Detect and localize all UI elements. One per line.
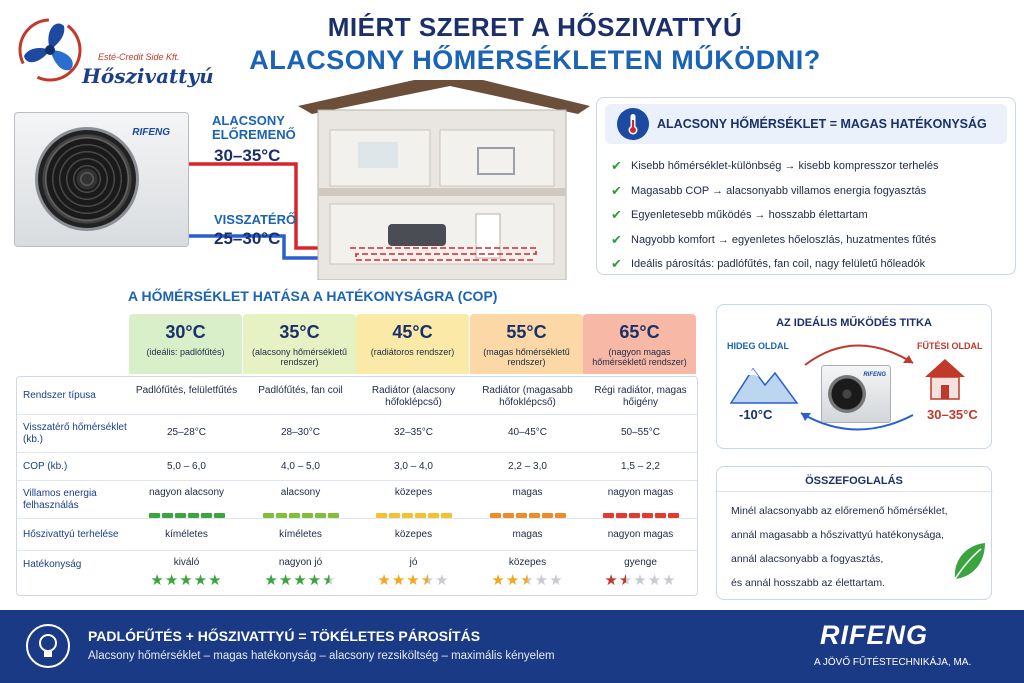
cop-table <box>16 314 698 596</box>
column-header <box>583 314 696 374</box>
benefit-text: Kisebb hőmérséklet-különbség → kisebb kompresszor terhelés <box>631 160 939 173</box>
table-cell: közepes <box>394 487 433 498</box>
door-icon <box>476 214 500 258</box>
column-header <box>356 314 469 374</box>
summary-divider <box>717 491 993 492</box>
summary-box <box>716 466 992 600</box>
summary-line: annál magasabb a hőszivattyú hatékonysága, <box>731 529 945 541</box>
energy-bar-segment <box>603 513 614 518</box>
row-label: COP (kb.) <box>23 461 68 472</box>
energy-bar-segment <box>214 513 225 518</box>
benefit-item <box>611 228 939 253</box>
star-icon: ★ <box>549 572 564 589</box>
star-icon: ★ <box>377 572 392 589</box>
benefits-box <box>596 97 1016 275</box>
table-cell: Padlófűtés, felületfűtés <box>135 385 238 396</box>
column-subtitle: (alacsony hőmérsékletű rendszer) <box>251 347 348 367</box>
table-cell: Padlófűtés, fan coil <box>258 385 343 396</box>
summary-line: annál alacsonyabb a fogyasztás, <box>731 553 884 565</box>
star-icon: ★ <box>662 572 677 589</box>
star-icon: ★ <box>179 572 194 589</box>
ideal-operation-box <box>716 304 992 449</box>
return-label: VISSZATÉRŐ <box>214 212 297 227</box>
star-icon: ★ <box>208 572 223 589</box>
star-icon: ★ <box>618 572 634 589</box>
table-cell: nagyon alacsony <box>148 487 225 498</box>
energy-bar-segment <box>490 513 501 518</box>
column-temp: 45°C <box>392 322 433 342</box>
table-cell: nagyon jó <box>278 557 323 568</box>
benefit-text: Nagyobb komfort → egyenletes hőeloszlás, huzatmentes fűtés <box>631 233 937 246</box>
row-label: Visszatérő hőmérséklet (kb.) <box>23 422 127 445</box>
table-cell: gyenge <box>624 557 657 568</box>
star-icon: ★ <box>491 572 506 589</box>
check-icon: ✔ <box>611 182 622 198</box>
energy-bar <box>244 505 357 523</box>
table-cell: 2,2 – 3,0 <box>508 461 547 472</box>
table-cell: 25–28°C <box>166 427 207 438</box>
table-cell: 28–30°C <box>280 427 321 438</box>
summary-line: és annál hosszabb az élettartam. <box>731 577 886 589</box>
energy-bar-segment <box>668 513 679 518</box>
table-cell: Régi radiátor, magas hőigény <box>594 385 687 408</box>
mountain-icon <box>731 369 797 403</box>
benefit-item <box>611 154 939 179</box>
footer-subtitle: Alacsony hőmérséklet – magas hatékonyság – alacsony rezsiköltség – maximális kényelem <box>88 650 555 662</box>
row-label: Villamos energia felhasználás <box>23 488 97 511</box>
heating-side-temp: 30–35°C <box>927 407 978 422</box>
column-header <box>243 314 356 374</box>
star-icon: ★ <box>435 572 450 589</box>
summary-title: ÖSSZEFOGLALÁS <box>805 475 903 487</box>
row-label: Rendszer típusa <box>23 390 96 401</box>
house-icon <box>925 359 965 377</box>
logo-name: Hőszivattyú <box>82 64 214 88</box>
roof <box>298 80 590 114</box>
energy-bar-segment <box>616 513 627 518</box>
column-header <box>129 314 242 374</box>
energy-bar-segment <box>389 513 400 518</box>
shower-icon <box>358 142 398 168</box>
table-cell: kíméletes <box>279 529 322 540</box>
house-diagram <box>0 80 600 280</box>
energy-bar-segment <box>201 513 212 518</box>
energy-bar-segment <box>149 513 160 518</box>
cold-side-label: HIDEG OLDAL <box>727 341 789 351</box>
star-icon: ★ <box>647 572 663 589</box>
energy-bar-segment <box>555 513 566 518</box>
star-icon: ★ <box>264 572 279 589</box>
bedroom <box>440 130 554 186</box>
energy-bar-segment <box>516 513 527 518</box>
table-cell: Radiátor (magasabb hőfoklépcső) <box>482 385 573 408</box>
footer-brand: RIFENG <box>820 620 929 650</box>
floor-slab <box>318 188 566 196</box>
check-icon: ✔ <box>611 207 622 223</box>
benefits-title: ALACSONY HŐMÉRSÉKLET = MAGAS HATÉKONYSÁG <box>657 117 987 131</box>
footer-title: PADLÓFŰTÉS + HŐSZIVATTYÚ = TÖKÉLETES PÁROSÍTÁS <box>88 628 481 644</box>
column-subtitle: (magas hőmérsékletű rendszer) <box>483 347 570 367</box>
energy-bar-segment <box>542 513 553 518</box>
cold-side-temp: -10°C <box>739 407 773 422</box>
sofa-icon <box>388 224 446 246</box>
mini-unit-brand: RIFENG <box>863 372 886 378</box>
energy-bar-segment <box>642 513 653 518</box>
check-icon: ✔ <box>611 158 622 174</box>
leaf-icon <box>949 539 989 583</box>
energy-bar <box>357 505 470 523</box>
mini-heat-pump-unit <box>821 365 891 423</box>
column-subtitle: (ideális: padlófűtés) <box>146 347 225 357</box>
footer-banner <box>0 610 1024 683</box>
energy-bar-segment <box>428 513 439 518</box>
rating-stars <box>357 573 470 588</box>
table-cell: kiváló <box>173 557 200 568</box>
energy-bar-segment <box>441 513 452 518</box>
flow-temp: 30–35°C <box>214 146 281 165</box>
lightbulb-icon <box>26 624 70 668</box>
benefit-text: Magasabb COP → alacsonyabb villamos energia fogyasztás <box>631 184 927 197</box>
heating-side-label: FŰTÉSI OLDAL <box>917 341 983 351</box>
energy-bar-segment <box>276 513 287 518</box>
table-cell: 4,0 – 5,0 <box>281 461 320 472</box>
table-cell: alacsony <box>280 487 321 498</box>
column-temp: 35°C <box>279 322 320 342</box>
star-icon: ★ <box>322 572 337 589</box>
table-cell: 1,5 – 2,2 <box>621 461 660 472</box>
energy-bar <box>471 505 584 523</box>
benefit-text: Ideális párosítás: padlófűtés, fan coil, nagy felületű hőleadók <box>631 258 926 271</box>
star-icon: ★ <box>406 572 421 589</box>
page-title-line2: ALACSONY HŐMÉRSÉKLETEN MŰKÖDNI? <box>249 45 821 75</box>
star-icon: ★ <box>604 572 619 589</box>
house-door <box>941 385 949 399</box>
table-cell: magas <box>512 529 543 540</box>
energy-bar-segment <box>529 513 540 518</box>
benefit-item <box>611 203 939 228</box>
star-icon: ★ <box>293 572 308 589</box>
column-temp: 30°C <box>165 322 206 342</box>
energy-bar <box>130 505 243 523</box>
logo-company: Esté-Credit Side Kft. <box>98 52 180 62</box>
star-icon: ★ <box>307 572 323 589</box>
row-label: Hatékonyság <box>23 559 82 570</box>
fan-icon <box>828 375 866 413</box>
column-subtitle: (nagyon magas hőmérsékletű rendszer) <box>592 347 687 367</box>
row-label: Hőszivattyú terhelése <box>23 529 119 540</box>
rating-stars <box>130 573 243 588</box>
table-cell: 3,0 – 4,0 <box>394 461 433 472</box>
rating-stars <box>584 573 697 588</box>
table-cell: kíméletes <box>165 529 208 540</box>
energy-bar <box>584 505 697 523</box>
return-temp: 25–30°C <box>214 229 281 248</box>
page-title-line1: MIÉRT SZERET A HŐSZIVATTYÚ <box>327 12 743 42</box>
flow-label-line1: ALACSONY <box>212 113 285 128</box>
rating-stars <box>244 573 357 588</box>
ideal-title: AZ IDEÁLIS MŰKÖDÉS TITKA <box>776 317 932 329</box>
star-icon: ★ <box>534 572 550 589</box>
table-cell: 50–55°C <box>620 427 661 438</box>
column-header <box>470 314 583 374</box>
star-icon: ★ <box>505 572 521 589</box>
table-cell: 40–45°C <box>507 427 548 438</box>
table-cell: 5,0 – 6,0 <box>167 461 206 472</box>
star-icon: ★ <box>633 572 648 589</box>
energy-bar-segment <box>415 513 426 518</box>
benefit-text: Egyenletesebb működés → hosszabb élettartam <box>631 209 868 222</box>
star-icon: ★ <box>278 572 294 589</box>
energy-bar-segment <box>302 513 313 518</box>
check-icon: ✔ <box>611 256 622 272</box>
fan-logo-icon <box>16 10 86 90</box>
table-cell: nagyon magas <box>607 529 674 540</box>
energy-bar-segment <box>289 513 300 518</box>
column-temp: 55°C <box>506 322 547 342</box>
energy-bar-segment <box>328 513 339 518</box>
cop-table-title: A HŐMÉRSÉKLET HATÁSA A HATÉKONYSÁGRA (COP) <box>128 288 498 304</box>
energy-bar-segment <box>188 513 199 518</box>
star-icon: ★ <box>391 572 407 589</box>
flow-label <box>212 114 296 142</box>
energy-bar-segment <box>162 513 173 518</box>
energy-bar-segment <box>655 513 666 518</box>
table-cell: jó <box>409 557 418 568</box>
star-icon: ★ <box>150 572 165 589</box>
energy-bar-segment <box>315 513 326 518</box>
energy-bar-segment <box>629 513 640 518</box>
energy-bar-segment <box>503 513 514 518</box>
benefits-list <box>611 154 939 277</box>
table-cell: nagyon magas <box>607 487 674 498</box>
table-cell: közepes <box>394 529 433 540</box>
check-icon: ✔ <box>611 231 622 247</box>
table-cell: magas <box>512 487 543 498</box>
heat-arrow-top <box>805 345 913 365</box>
star-icon: ★ <box>193 572 209 589</box>
cop-table-body <box>16 376 698 596</box>
energy-bar-segment <box>263 513 274 518</box>
star-icon: ★ <box>420 572 436 589</box>
energy-bar-segment <box>376 513 387 518</box>
benefits-header <box>605 104 1007 144</box>
star-icon: ★ <box>520 572 535 589</box>
summary-line: Minél alacsonyabb az előremenő hőmérséklet, <box>731 505 948 517</box>
table-cell: 32–35°C <box>393 427 434 438</box>
footer-slogan: A JÖVŐ FŰTÉSTECHNIKÁJA, MA. <box>814 657 972 668</box>
column-temp: 65°C <box>619 322 660 342</box>
benefit-item <box>611 179 939 204</box>
table-cell: Radiátor (alacsony hőfoklépcső) <box>371 385 456 408</box>
energy-bar-segment <box>402 513 413 518</box>
energy-bar-segment <box>175 513 186 518</box>
column-subtitle: (radiátoros rendszer) <box>370 347 455 357</box>
flow-label-line2: ELŐREMENŐ <box>212 127 296 142</box>
unit-brand: RIFENG <box>132 127 170 138</box>
thermometer-icon <box>617 108 649 140</box>
rating-stars <box>471 573 584 588</box>
table-cell: közepes <box>508 557 547 568</box>
star-icon: ★ <box>164 572 180 589</box>
benefit-item <box>611 252 939 277</box>
